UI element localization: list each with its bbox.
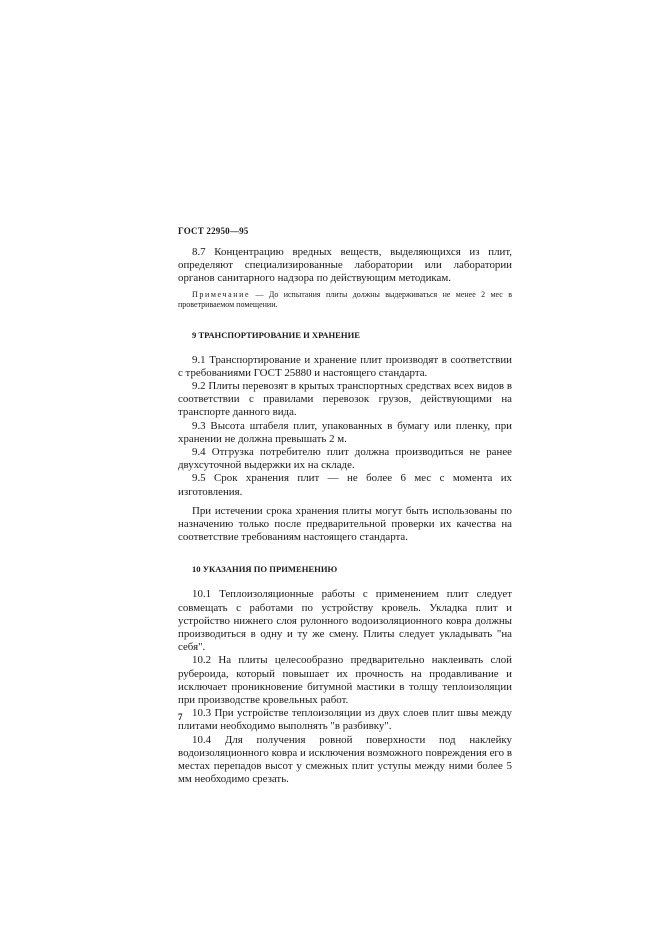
document-page [178, 226, 512, 787]
paragraph-9-1: 9.1 Транспортирование и хранение плит производят в соответствии с требованиями ГОСТ 25880 и настоящего стандарта. [178, 353, 512, 379]
paragraph-9-3: 9.3 Высота штабеля плит, упакованных в бумагу или пленку, при хранении не должна превышать 2 м. [178, 419, 512, 445]
document-header: ГОСТ 22950—95 [178, 226, 249, 236]
note-text: — До испытания плиты должны выдерживаться не менее 2 мес в проветриваемом помещении. [178, 289, 512, 309]
paragraph-9-2: 9.2 Плиты перевозят в крытых транспортных средствах всех видов в соответствии с правилами перевозок грузов, действующими на транспорте данного вида. [178, 380, 512, 419]
paragraph-10-1: 10.1 Теплоизоляционные работы с применением плит следует совмещать с работами по устройству кровель. Укладка плит и устройство нижнего слоя рулонного водоизоляционного ковра должны производиться в одну и ту же смену. Плиты следует укладывать "на себя". [178, 588, 512, 654]
page-number: 7 [178, 712, 183, 722]
note [178, 290, 512, 310]
section-9-title: 9 ТРАНСПОРТИРОВАНИЕ И ХРАНЕНИЕ [192, 329, 361, 340]
paragraph-10-4: 10.4 Для получения ровной поверхности под наклейку водоизоляционного ковра и исключения возможного повреждения его в местах перепадов высот у смежных плит уступы между ними более 5 мм необходимо срезать. [178, 733, 512, 786]
paragraph-9-5: 9.5 Срок хранения плит — не более 6 мес с момента их изготовления. [178, 472, 512, 498]
paragraph-10-2: 10.2 На плиты целесообразно предварительно наклеивать слой рубероида, который повышает их прочность на продавливание и исключает проникновение битумной мастики в толщу теплоизоляции при производстве кровельных работ. [178, 654, 512, 707]
paragraph-9-expiry: При истечении срока хранения плиты могут быть использованы по назначению только после предварительной проверки их качества на соответствие требованиям настоящего стандарта. [178, 504, 512, 544]
paragraph-10-3: 10.3 При устройстве теплоизоляции из двух слоев плит швы между плитами необходимо выполнять "в разбивку". [178, 707, 512, 733]
note-label: Примечание [192, 289, 251, 299]
section-10-title: 10 УКАЗАНИЯ ПО ПРИМЕНЕНИЮ [192, 564, 338, 575]
paragraph-8-7: 8.7 Концентрацию вредных веществ, выделяющихся из плит, определяют специализированные лаборатории или лаборатории органов санитарного надзора по действующим методикам. [178, 246, 512, 285]
paragraph-9-4: 9.4 Отгрузка потребителю плит должна производиться не ранее двухсуточной выдержки их на складе. [178, 446, 512, 472]
